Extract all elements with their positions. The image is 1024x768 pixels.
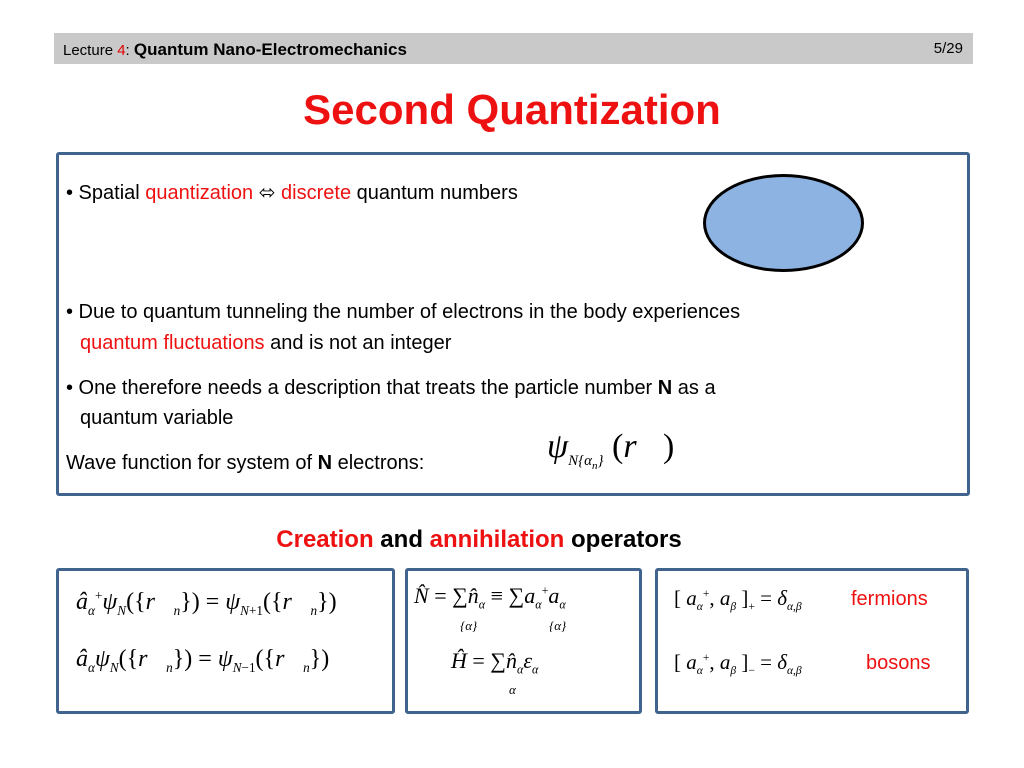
page-number: 5/29 — [933, 40, 963, 57]
annihilation-operator-equation: $â_\alpha\psi_N(\{r⃗_n\})$ = $\psi_{N-1}(\{r⃗_n\})$ — [76, 646, 330, 675]
wave-function-label: Wave function for system of N electrons: — [66, 452, 425, 474]
sum-index-right: {α} — [549, 618, 567, 633]
bullet-tunneling-line2: quantum fluctuations and is not an integer — [80, 332, 452, 354]
sum-index-hamiltonian: α — [509, 682, 516, 697]
hamiltonian-equation: Ĥ = $\sum n̂_\alpha\varepsilon_\alpha$ — [451, 648, 539, 677]
bosons-label: bosons — [866, 652, 931, 674]
wave-function-formula: $\psi_{N\{\alpha_n\}}$ (r⃗) — [547, 428, 675, 472]
bullet-tunneling-line1: • Due to quantum tunneling the number of electrons in the body experiences — [66, 301, 741, 323]
lecture-label: Lecture 4: Quantum Nano-Electromechanics — [63, 40, 407, 59]
boson-commutator: [ $a_\alpha^+$, $a_\beta$ ]$_- = \delta_{\alpha,\beta}$ — [674, 650, 802, 678]
number-operator-equation: N̂ = $\sum n̂_\alpha \equiv \sum a_\alpha^+a_\alpha$ — [414, 583, 566, 612]
quantum-dot-ellipse — [703, 174, 864, 272]
slide-header — [54, 33, 973, 64]
bullet-particle-number-line2: quantum variable — [80, 407, 234, 429]
slide-title: Second Quantization — [303, 86, 721, 133]
operators-heading: Creation and annihilation operators — [276, 526, 682, 553]
bullet-particle-number-line1: • One therefore needs a description that treats the particle number N as a — [66, 377, 716, 399]
creation-operator-equation: $â_\alpha^+\psi_N(\{r⃗_n\})$ = $\psi_{N+1}(\{r⃗_n\})$ — [76, 588, 337, 618]
course-title: Quantum Nano-Electromechanics — [133, 40, 407, 59]
bullet-spatial-quantization: • Spatial quantization ⬄ discrete quantum numbers — [66, 182, 518, 204]
sum-index-left: {α} — [460, 618, 478, 633]
fermion-anticommutator: [ $a_\alpha^+$, $a_\beta$ ]$_+ = \delta_{\alpha,\beta}$ — [674, 586, 802, 614]
fermions-label: fermions — [851, 588, 928, 610]
